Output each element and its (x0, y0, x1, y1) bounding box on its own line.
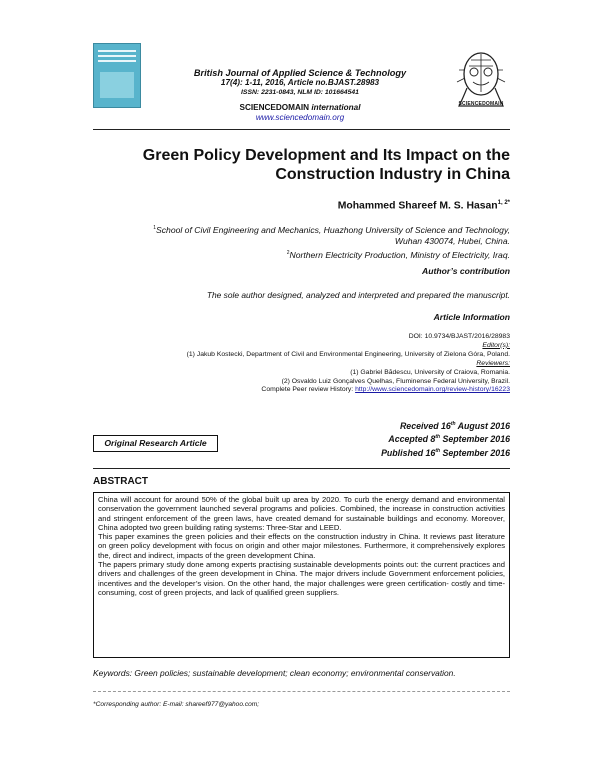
contribution-text: The sole author designed, analyzed and interpreted and prepared the manuscript. (206, 290, 510, 300)
abstract-paragraph: This paper examines the green policies and their effects on the construction industry in China. It reviews past literature on green policy development with focus on origin and other major milestones. Furthermore, it comprehensively explores the, direct and indirect, impacts of the green development China. (98, 532, 505, 560)
article-type-badge: Original Research Article (93, 435, 218, 452)
affiliations (93, 223, 510, 261)
reviewers-label: Reviewers: (476, 359, 510, 367)
publisher-name: SCIENCEDOMAIN (239, 103, 310, 112)
editors-label: Editor(s): (482, 341, 510, 349)
reviewer-entry: (1) Gabriel Bădescu, University of Craiova, Romania. (350, 368, 510, 376)
received-date: Received 16th August 2016 (399, 420, 510, 431)
abstract-paragraph: The papers primary study done among experts practising sustainable developments points out: the current practices and drivers and challenges of the green development in China. The major drivers include Government enforcement policies, incentives and the developer’s vision. On the other hand, the major challenges were green certification- costly and time-consuming, cost of green projects, and lack of qualified green suppliers. (98, 560, 505, 597)
paper-title (93, 146, 510, 184)
journal-issn: ISSN: 2231-0843, NLM ID: 101664541 (241, 89, 359, 96)
publisher-website-link[interactable]: www.sciencedomain.org (255, 113, 345, 122)
logo-caption: SCIENCEDOMAIN (458, 101, 504, 107)
keywords: Keywords: Green policies; sustainable development; clean economy; environmental conservation. (93, 668, 456, 678)
abstract-heading: ABSTRACT (93, 476, 148, 487)
journal-citation: 17(4): 1-11, 2016, Article no.BJAST.28983 (220, 78, 380, 87)
author-name (93, 200, 510, 211)
corresponding-author-footnote: *Corresponding author: E-mail: shareef977@yahoo.com; (93, 701, 260, 708)
journal-header (150, 68, 450, 123)
affiliation-line: $^1$School of Civil Engineering and Mechanics, Huazhong University of Science and Technology, (153, 224, 510, 235)
author-affiliation-marks: 1, 2* (497, 200, 510, 206)
doi: DOI: 10.9734/BJAST/2016/28983 (408, 333, 510, 340)
paper-title-line-1: Green Policy Development and Its Impact on the (142, 147, 510, 164)
review-history-link[interactable]: http://www.sciencedomain.org/review-history/16223 (355, 386, 510, 394)
published-date: Published 16th September 2016 (381, 447, 510, 458)
affiliation-line: Wuhan 430074, Hubei, China. (394, 236, 510, 247)
article-info-heading: Article Information (433, 312, 510, 322)
section-divider (93, 468, 510, 469)
footnote-divider (93, 691, 510, 692)
article-info (93, 333, 510, 395)
reviewer-entry: (2) Osvaldo Luiz Gonçalves Quelhas, Fluminense Federal University, Brazil. (281, 377, 510, 385)
review-history (93, 386, 510, 395)
abstract-box (93, 492, 510, 658)
accepted-date: Accepted 8th September 2016 (388, 434, 510, 445)
paper-title-line-2: Construction Industry in China (275, 166, 510, 183)
publication-dates (300, 419, 510, 459)
abstract-paragraph: China will account for around 50% of the global built up area by 2020. To curb the energy demand and environmental conservation the government launched several programs and policies. Combined, the increase in construction activities and stringent enforcement of the green laws, have created demand for sustainable buildings and economy. Moreover, China adopted two green building rating systems: Three-Star and LEED. (98, 495, 505, 532)
author-name-text: Mohammed Shareef M. S. Hasan (337, 200, 498, 212)
review-history-label: Complete Peer review History: (261, 386, 356, 394)
publisher-suffix: international (311, 103, 361, 112)
journal-cover-image (93, 43, 141, 108)
contribution-heading: Author’s contribution (422, 266, 510, 276)
journal-title: British Journal of Applied Science & Technology (193, 68, 407, 78)
header-divider (93, 129, 510, 130)
affiliation-line: $^2$Northern Electricity Production, Ministry of Electricity, Iraq. (286, 249, 510, 260)
editor-entry: (1) Jakub Kostecki, Department of Civil and Environmental Engineering, University of Zielona Góra, Poland. (186, 350, 510, 358)
publisher-line (150, 103, 450, 113)
